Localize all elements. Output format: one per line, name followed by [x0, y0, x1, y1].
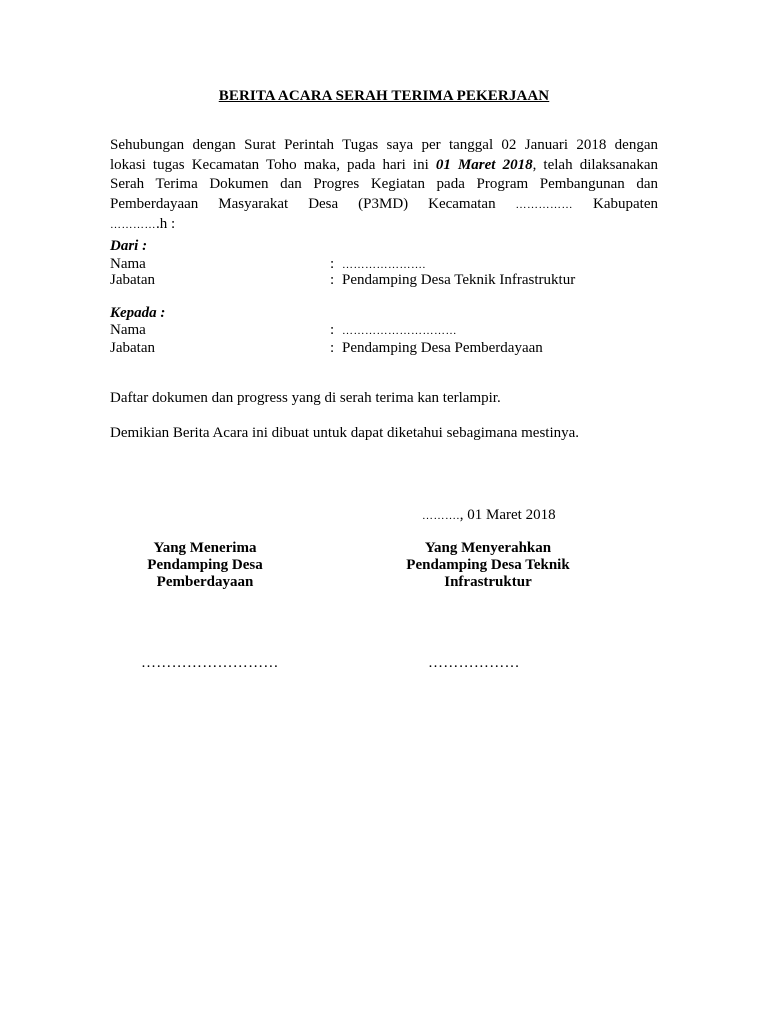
kepada-nama-colon: :: [330, 322, 335, 338]
receiver-signature-line: ………………………: [141, 655, 279, 671]
intro-line-2-end: , telah dilaksanakan: [532, 156, 658, 173]
kepada-nama-row: [110, 322, 650, 340]
intro-line-4-start: Pemberdayaan Masyarakat Desa (P3MD) Kecamatan: [110, 195, 516, 212]
kepada-jabatan-label: Jabatan: [110, 340, 155, 356]
receiver-signature-block: [105, 540, 305, 591]
deliverer-signature-line: ………………: [428, 655, 520, 671]
deliverer-signature-block: [388, 540, 588, 591]
dari-nama-colon: :: [330, 256, 335, 272]
receiver-title-2: Pemberdayaan: [156, 574, 254, 590]
dari-nama-blank: ………………….: [342, 259, 426, 271]
kabupaten-blank: …………: [110, 219, 156, 231]
kepada-heading: Kepada :: [110, 305, 166, 321]
kepada-nama-blank: …………………………: [342, 325, 457, 337]
dari-jabatan-colon: :: [330, 272, 335, 288]
place-blank: ……….: [422, 510, 460, 522]
dari-nama-label: Nama: [110, 256, 146, 272]
intro-line-2-start: lokasi tugas Kecamatan Toho maka, pada hari ini: [110, 156, 436, 173]
intro-date-emphasis: 01 Maret 2018: [435, 156, 533, 173]
intro-line-2: [110, 156, 658, 176]
kepada-jabatan-value: Pendamping Desa Pemberdayaan: [342, 340, 543, 356]
document-title: BERITA ACARA SERAH TERIMA PEKERJAAN: [218, 88, 550, 104]
dari-jabatan-label: Jabatan: [110, 272, 155, 288]
intro-paragraph: [110, 136, 658, 236]
deliverer-title-2: Infrastruktur: [444, 574, 532, 590]
kecamatan-blank: ……………: [515, 198, 574, 211]
daftar-statement: Daftar dokumen dan progress yang di serah terima kan terlampir.: [110, 390, 501, 406]
receiver-role: Yang Menerima: [153, 540, 257, 556]
signing-date: [422, 507, 556, 524]
dari-jabatan-value: Pendamping Desa Teknik Infrastruktur: [342, 272, 576, 288]
intro-line-1: Sehubungan dengan Surat Perintah Tugas saya per tanggal 02 Januari 2018 dengan: [110, 137, 658, 153]
receiver-title-1: Pendamping Desa: [147, 557, 263, 573]
kepada-jabatan-colon: :: [330, 340, 335, 356]
deliverer-title-1: Pendamping Desa Teknik: [406, 557, 570, 573]
dari-heading: Dari :: [110, 238, 148, 254]
intro-line-5: [110, 215, 658, 236]
intro-line-4-end: Kabupaten: [573, 195, 658, 212]
kepada-nama-label: Nama: [110, 322, 146, 338]
deliverer-role: Yang Menyerahkan: [424, 540, 552, 556]
intro-line-5-end: .h :: [156, 216, 176, 232]
dari-jabatan-row: [110, 272, 650, 290]
closing-statement: Demikian Berita Acara ini dibuat untuk dapat diketahui sebagimana mestinya.: [110, 425, 580, 441]
date-text: , 01 Maret 2018: [459, 507, 556, 523]
intro-line-3: Serah Terima Dokumen dan Progres Kegiatan pada Program Pembangunan dan: [110, 176, 658, 192]
kepada-jabatan-row: [110, 340, 650, 358]
intro-line-4: [110, 195, 658, 216]
